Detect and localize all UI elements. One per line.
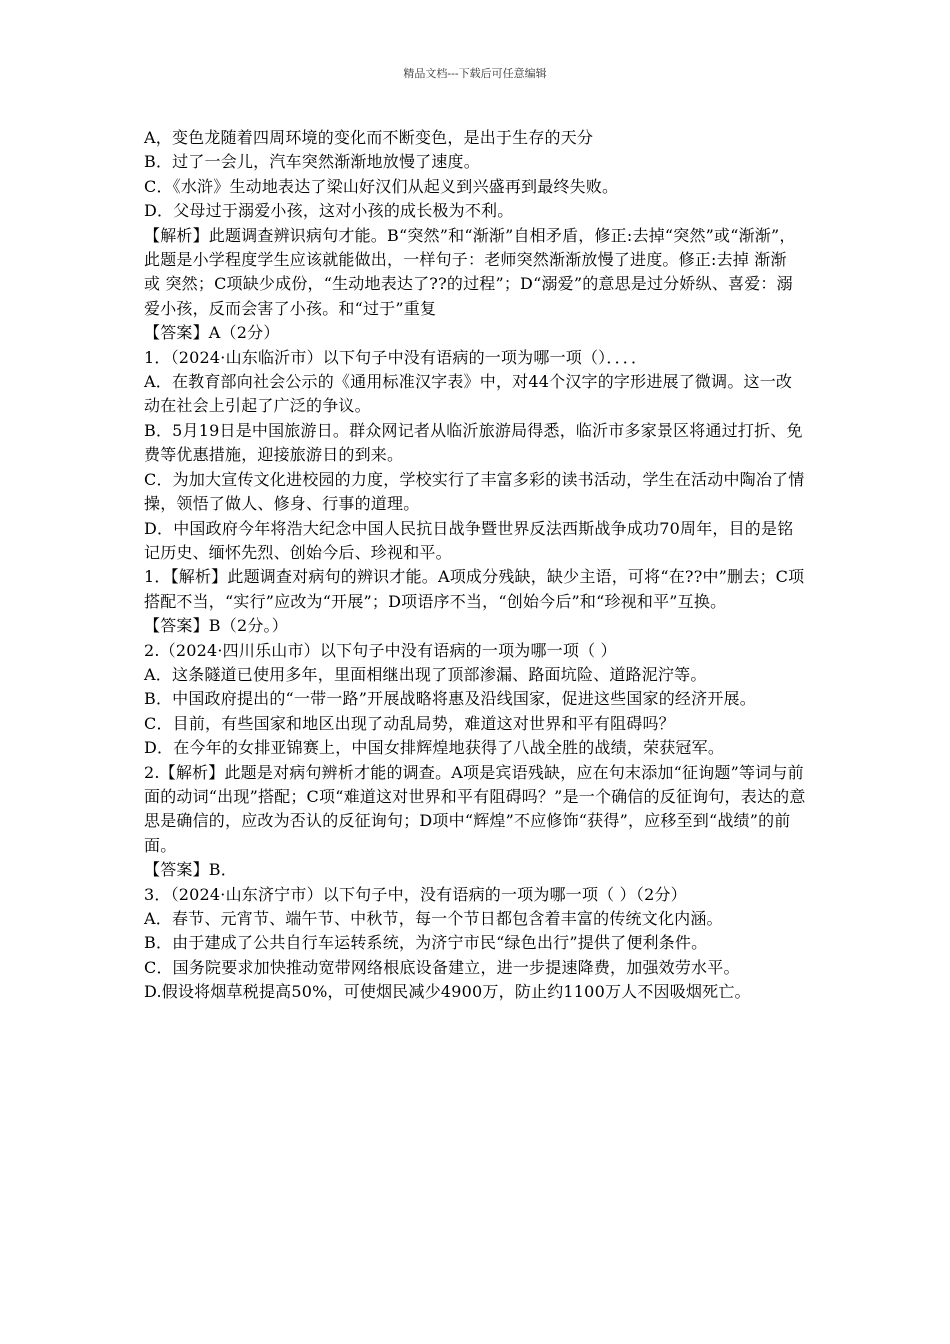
paragraph: C．为加大宣传文化进校园的力度，学校实行了丰富多彩的读书活动，学生在活动中陶冶了情操，领悟了做人、修身、行事的道理。 bbox=[144, 469, 805, 514]
paragraph: C．《水浒》生动地表达了梁山好汉们从起义到兴盛再到最终失败。 bbox=[144, 176, 619, 196]
answer-line: 【答案】B． bbox=[144, 860, 237, 880]
analysis-paragraph: 1．【解析】此题调查对病句的辨识才能。A项成分残缺，缺少主语，可将“在??中”删去；C项搭配不当，“实行”应改为“开展”；D项语序不当，“创始今后”和“珍视和平”互换。 bbox=[144, 567, 805, 611]
paragraph: B．由于建成了公共自行车运转系统，为济宁市民“绿色出行”提供了便利条件。 bbox=[144, 933, 708, 953]
paragraph: C．国务院要求加快推动宽带网络根底设备建立，进一步提速降费，加强效劳水平。 bbox=[144, 957, 740, 977]
paragraph: A，变色龙随着四周环境的变化而不断变色，是出于生存的天分 bbox=[144, 128, 594, 147]
paragraph: B．过了一会儿，汽车突然渐渐地放慢了速度。 bbox=[144, 152, 480, 172]
answer-line: 【答案】B（2分。） bbox=[144, 616, 288, 636]
paragraph: D．中国政府今年将浩大纪念中国人民抗日战争暨世界反法西斯战争成功70周年，目的是铭记历史、缅怀先烈、创始今后、珍视和平。 bbox=[144, 518, 794, 562]
paragraph: A．这条隧道已使用多年，里面相继出现了顶部渗漏、路面坑险、道路泥泞等。 bbox=[144, 664, 707, 684]
answer-line: 【答案】A（2分） bbox=[144, 323, 280, 343]
document-body bbox=[144, 126, 806, 1005]
analysis-paragraph: 【解析】此题调查辨识病句才能。B“突然”和“渐渐”自相矛盾，修正:去掉“突然”或“渐渐”，此题是小学程度学生应该就能做出，一样句子：老师突然渐渐放慢了进度。修正:去掉 渐渐 或 突然；C项缺少成份，“生动地表达了??的过程”；D“溺爱”的意思是过分娇纵、喜爱：溺爱小孩，反而会害了小孩。和“过于”重复 bbox=[144, 225, 796, 318]
paragraph: D.假设将烟草税提高50%，可使烟民减少4900万，防止约1100万人不因吸烟死亡。 bbox=[144, 982, 751, 1002]
paragraph: A．春节、元宵节、端午节、中秋节，每一个节日都包含着丰富的传统文化内涵。 bbox=[144, 909, 723, 928]
paragraph: B．中国政府提出的“一带一路”开展战略将惠及沿线国家，促进这些国家的经济开展。 bbox=[144, 689, 756, 709]
paragraph: D．父母过于溺爱小孩，这对小孩的成长极为不利。 bbox=[144, 201, 514, 221]
question-line: 1．（2024·山东临沂市）以下句子中没有语病的一项为哪一项（）．．．． bbox=[144, 347, 648, 367]
paragraph: B．5月19日是中国旅游日。群众网记者从临沂旅游局得悉，临沂市多家景区将通过打折、免费等优惠措施，迎接旅游日的到来。 bbox=[144, 420, 803, 465]
question-line: 2.（2024·四川乐山市）以下句子中没有语病的一项为哪一项（ ） bbox=[144, 640, 617, 660]
paragraph: C．目前，有些国家和地区出现了动乱局势，难道这对世界和平有阻碍吗？ bbox=[144, 713, 675, 733]
question-line: 3．（2024·山东济宁市）以下句子中，没有语病的一项为哪一项（ ）（2分） bbox=[144, 884, 687, 904]
analysis-paragraph: 2.【解析】此题是对病句辨析才能的调查。A项是宾语残缺，应在句末添加“征询题”等词与前面的动词“出现”搭配；C项“难道这对世界和平有阻碍吗？”是一个确信的反征询句，表达的意思是确信的，应改为否认的反征询句；D项中“辉煌”不应修饰“获得”，应移至到“战绩”的前面。 bbox=[144, 762, 806, 855]
paragraph: A．在教育部向社会公示的《通用标准汉字表》中，对44个汉字的字形进展了微调。这一改动在社会上引起了广泛的争议。 bbox=[144, 372, 793, 416]
paragraph: D．在今年的女排亚锦赛上，中国女排辉煌地获得了八战全胜的战绩，荣获冠军。 bbox=[144, 738, 725, 758]
page-header: 精品文档---下载后可任意编辑 bbox=[403, 67, 547, 80]
